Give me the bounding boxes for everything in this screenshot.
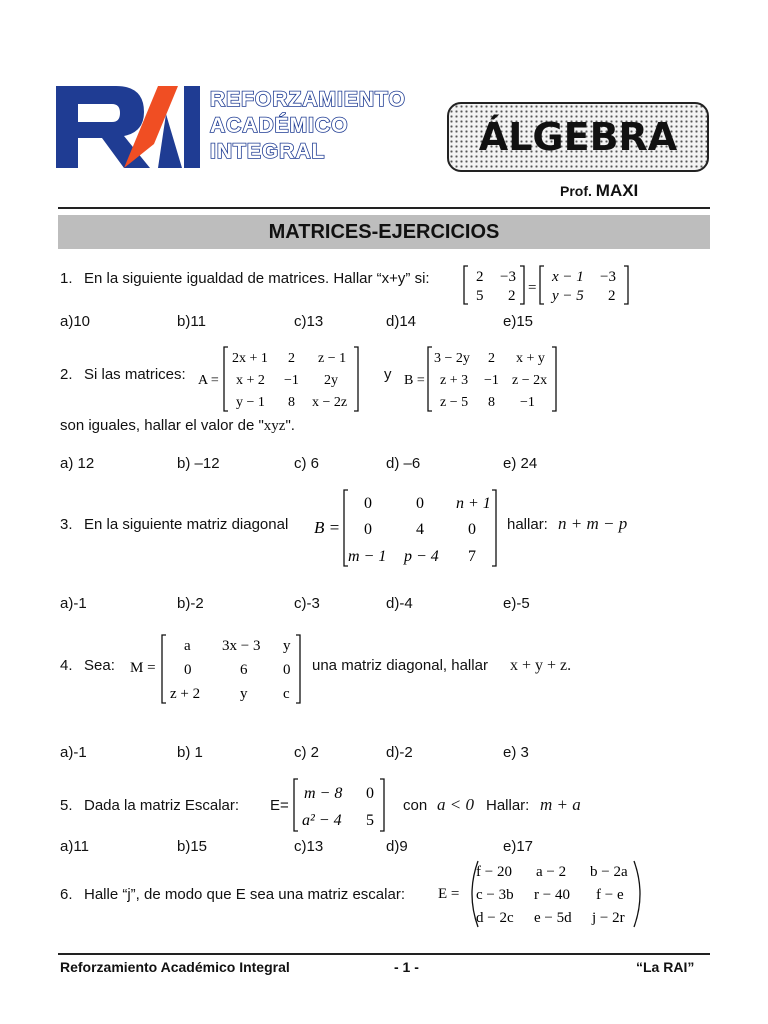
q1-l-11: 2 <box>508 288 516 304</box>
q4-option-b: b) 1 <box>177 744 203 761</box>
q5-text: Dada la matriz Escalar: <box>84 797 240 814</box>
q4-text-2: una matriz diagonal, hallar <box>312 657 488 674</box>
q3-expression: n + m − p <box>558 514 628 533</box>
q2-b-21: 8 <box>488 395 495 410</box>
q2-option-d: d) –6 <box>386 455 421 472</box>
q2-a-01: 2 <box>288 351 295 366</box>
q4-label: M = <box>130 660 156 676</box>
footer-page-number: - 1 - <box>394 959 419 975</box>
q5-con: con <box>403 797 428 814</box>
q6-number: 6. <box>60 886 73 903</box>
prof-name: MAXI <box>595 181 639 200</box>
q2-option-a: a) 12 <box>60 455 95 472</box>
q3-find-label: hallar: <box>507 516 548 533</box>
q2-matrix-a <box>196 344 366 414</box>
q2-text-2 <box>60 417 295 435</box>
q3-m-22: 7 <box>468 548 476 565</box>
subject-badge <box>447 102 709 172</box>
q2-a-11: −1 <box>284 373 299 388</box>
q6-m-20: d − 2c <box>476 910 514 926</box>
q2-matrix-b <box>402 344 562 414</box>
q3-m-11: 4 <box>416 521 424 538</box>
q3-label: B = <box>314 518 341 537</box>
q2-a-label: A = <box>198 373 219 388</box>
q4-option-e: e) 3 <box>503 744 529 761</box>
q2-b-11: −1 <box>484 373 499 388</box>
q1-r-01: −3 <box>600 269 616 285</box>
logo-line-1: REFORZAMIENTO <box>210 88 406 111</box>
q2-b-02: x + y <box>516 351 545 366</box>
prof-label: Prof. <box>560 183 592 199</box>
q3-m-12: 0 <box>468 521 476 538</box>
q3-option-b: b)-2 <box>177 595 204 612</box>
q2-b-label: B = <box>404 373 425 388</box>
q3-m-00: 0 <box>364 495 372 512</box>
header-divider <box>58 207 710 209</box>
q3-option-a: a)-1 <box>60 595 87 612</box>
q3-option-c: c)-3 <box>294 595 320 612</box>
q5-condition: a < 0 <box>437 795 474 814</box>
q1-l-10: 5 <box>476 288 484 304</box>
q2-option-b: b) –12 <box>177 455 220 472</box>
q2-b-01: 2 <box>488 351 495 366</box>
q4-option-a: a)-1 <box>60 744 87 761</box>
q6-m-10: c − 3b <box>476 887 514 903</box>
q2-text: Si las matrices: <box>84 366 186 383</box>
q1-equals: = <box>528 280 537 296</box>
q5-option-e: e)17 <box>503 838 534 855</box>
q3-m-20: m − 1 <box>348 548 387 565</box>
q3-number: 3. <box>60 516 73 533</box>
logo-line-3: INTEGRAL <box>210 140 326 163</box>
q6-m-02: b − 2a <box>590 864 628 880</box>
q2-b-00: 3 − 2y <box>434 351 470 366</box>
q4-expression: x + y + z. <box>510 657 572 674</box>
q5-option-a: a)11 <box>60 838 89 855</box>
q2-a-02: z − 1 <box>318 351 347 366</box>
q5-number: 5. <box>60 797 73 814</box>
q3-m-02: n + 1 <box>456 495 491 512</box>
q4-matrix <box>128 632 308 706</box>
q3-m-01: 0 <box>416 495 424 512</box>
professor <box>560 181 638 201</box>
q6-matrix <box>436 858 648 930</box>
q2-a-22: x − 2z <box>312 395 348 410</box>
q1-l-01: −3 <box>500 269 516 285</box>
q1-option-b: b)11 <box>177 313 206 330</box>
q1-r-10: y − 5 <box>552 288 584 304</box>
q1-text: En la siguiente igualdad de matrices. Hallar “x+y” si: <box>84 270 430 287</box>
q5-m-00: m − 8 <box>304 785 343 802</box>
q1-matrices <box>462 264 632 306</box>
q5-matrix <box>292 776 392 834</box>
q5-find-label: Hallar: <box>486 797 530 814</box>
q2-var: xyz <box>263 418 286 434</box>
q2-a-00: 2x + 1 <box>232 351 268 366</box>
q1-option-d: d)14 <box>386 313 417 330</box>
q4-m-01: 3x − 3 <box>222 638 261 654</box>
q6-text: Halle “j”, de modo que E sea una matriz escalar: <box>84 886 405 903</box>
q4-m-22: c <box>283 686 290 702</box>
q1-option-a: a)10 <box>60 313 91 330</box>
q1-option-c: c)13 <box>294 313 324 330</box>
q4-number: 4. <box>60 657 73 674</box>
q2-option-e: e) 24 <box>503 455 538 472</box>
rai-logo-mark <box>54 84 204 170</box>
page-title: MATRICES-EJERCICIOS <box>58 215 710 249</box>
footer-left: Reforzamiento Académico Integral <box>60 959 290 975</box>
q4-m-21: y <box>240 686 248 702</box>
q4-m-00: a <box>184 638 191 654</box>
q4-m-10: 0 <box>184 662 192 678</box>
q6-label: E = <box>438 886 460 902</box>
footer-divider <box>58 953 710 955</box>
q6-m-21: e − 5d <box>534 910 572 926</box>
q5-m-01: 0 <box>366 785 374 802</box>
q2-b-22: −1 <box>520 395 535 410</box>
q6-m-00: f − 20 <box>476 864 512 880</box>
q5-m-10: a² − 4 <box>302 812 342 829</box>
q2-text-2-start: son iguales, hallar el valor de " <box>60 417 264 434</box>
q3-text: En la siguiente matriz diagonal <box>84 516 289 533</box>
q3-option-d: d)-4 <box>386 595 413 612</box>
q1-r-00: x − 1 <box>552 269 584 285</box>
q1-r-11: 2 <box>608 288 616 304</box>
subject-title: ÁLGEBRA <box>478 115 678 159</box>
q5-option-d: d)9 <box>386 838 408 855</box>
q4-option-c: c) 2 <box>294 744 320 761</box>
q3-matrix <box>312 487 502 569</box>
q3-m-10: 0 <box>364 521 372 538</box>
q2-a-12: 2y <box>324 373 338 388</box>
q6-m-12: f − e <box>596 887 624 903</box>
q5-option-b: b)15 <box>177 838 208 855</box>
q2-text-2-end: ". <box>285 417 295 434</box>
logo-line-2: ACADÉMICO <box>210 114 349 137</box>
q2-number: 2. <box>60 366 73 383</box>
q4-m-02: y <box>283 638 291 654</box>
q2-a-10: x + 2 <box>236 373 265 388</box>
q5-expression: m + a <box>540 795 581 814</box>
q4-m-20: z + 2 <box>170 686 201 702</box>
q5-label: E= <box>270 797 289 814</box>
q6-m-11: r − 40 <box>534 887 570 903</box>
q1-number: 1. <box>60 270 73 287</box>
q1-option-e: e)15 <box>503 313 534 330</box>
q2-a-21: 8 <box>288 395 295 410</box>
q2-connector: y <box>384 366 392 383</box>
q1-l-00: 2 <box>476 269 484 285</box>
q2-a-20: y − 1 <box>236 395 265 410</box>
q3-m-21: p − 4 <box>404 548 439 565</box>
q4-m-12: 0 <box>283 662 291 678</box>
q5-m-11: 5 <box>366 812 374 829</box>
q2-b-12: z − 2x <box>512 373 548 388</box>
q4-option-d: d)-2 <box>386 744 413 761</box>
q6-m-01: a − 2 <box>536 864 567 880</box>
q2-b-10: z + 3 <box>440 373 469 388</box>
q4-text: Sea: <box>84 657 115 674</box>
q3-option-e: e)-5 <box>503 595 530 612</box>
q5-option-c: c)13 <box>294 838 324 855</box>
footer-right: “La RAI” <box>636 959 695 975</box>
q2-option-c: c) 6 <box>294 455 320 472</box>
q4-m-11: 6 <box>240 662 248 678</box>
q6-m-22: j − 2r <box>592 910 625 926</box>
q2-b-20: z − 5 <box>440 395 469 410</box>
